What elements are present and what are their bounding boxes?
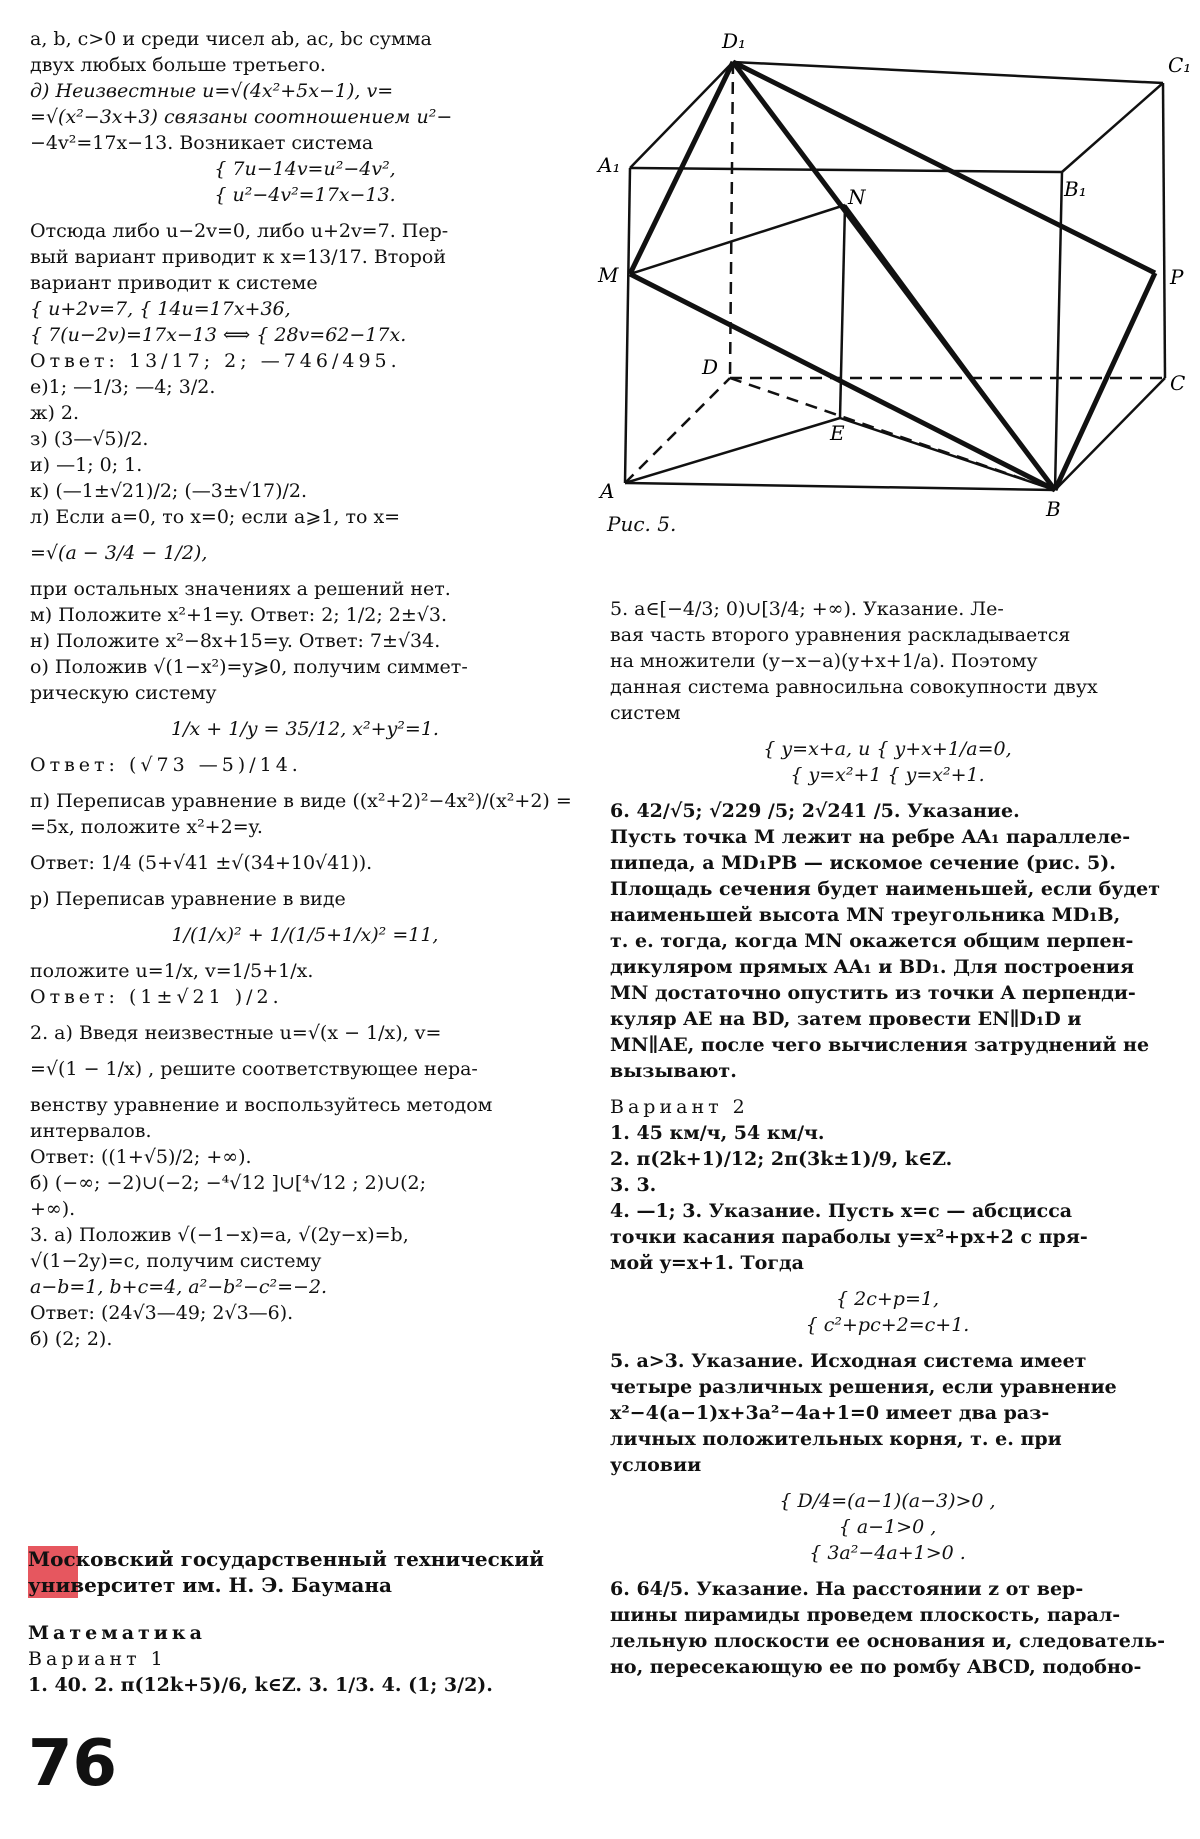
label-B: B xyxy=(1046,497,1061,521)
page-number: 76 xyxy=(28,1727,118,1801)
text-line: a, b, c>0 и среди чисел ab, ac, bc сумма xyxy=(30,28,432,50)
text-line: дикуляром прямых AA₁ и BD₁. Для построения xyxy=(610,956,1135,978)
system-line: { u+2v=7, { 14u=17x+36, xyxy=(30,298,291,320)
text-line: 1. 45 км/ч, 54 км/ч. xyxy=(610,1122,825,1144)
text-line: положите u=1/x, v=1/5+1/x. xyxy=(30,960,314,982)
segment-NE xyxy=(840,205,845,418)
system-line: { c²+pc+2=c+1. xyxy=(805,1314,970,1336)
edge-BC xyxy=(1055,378,1165,490)
text-line: на множители (y−x−a)(y+x+1/a). Поэтому xyxy=(610,650,1038,672)
formula-line: 1/(1/x)² + 1/(1/5+1/x)² =11, xyxy=(171,924,439,946)
section-D1P xyxy=(733,62,1155,273)
text-line: √(1−2y)=c, получим систему xyxy=(30,1250,322,1272)
label-D1: D₁ xyxy=(722,29,747,53)
edge-A1D1 xyxy=(630,62,733,168)
segment-MN xyxy=(630,205,845,274)
text-line: з) (3—√5)/2. xyxy=(30,428,149,450)
text-line: Пусть точка M лежит на ребре AA₁ параллеле- xyxy=(610,826,1131,848)
system-line: { y=x+a, и { y+x+1/a=0, xyxy=(763,738,1012,760)
text-line: условии xyxy=(610,1454,702,1476)
text-line: Отсюда либо u−2v=0, либо u+2v=7. Пер- xyxy=(30,220,449,242)
label-A1: A₁ xyxy=(598,153,621,177)
text-line: вариант приводит к системе xyxy=(30,272,318,294)
text-line: MN∥AE, после чего вычисления затруднений не xyxy=(610,1034,1150,1056)
section-PB xyxy=(1055,273,1155,490)
text-line: 6. 42/√5; √229 /5; 2√241 /5. Указание. xyxy=(610,800,1020,822)
text-line: мой y=x+1. Тогда xyxy=(610,1252,804,1274)
text-line: −4v²=17x−13. Возникает система xyxy=(30,132,374,154)
text-line: б) (2; 2). xyxy=(30,1328,113,1350)
text-line: вая часть второго уравнения раскладывается xyxy=(610,624,1071,646)
text-line: ж) 2. xyxy=(30,402,80,424)
text-line: вызывают. xyxy=(610,1060,737,1082)
text-line: 4. —1; 3. Указание. Пусть x=c — абсцисса xyxy=(610,1200,1073,1222)
text-line: но, пересекающую ее по ромбу ABCD, подобно- xyxy=(610,1656,1142,1678)
text-line: п) Переписав уравнение в виде ((x²+2)²−4x²)/(x²+2) = xyxy=(30,790,572,812)
text-line: 6. 64/5. Указание. На расстоянии z от вер- xyxy=(610,1578,1084,1600)
figure-caption: Рис. 5. xyxy=(607,512,677,536)
system-line: { y=x²+1 { y=x²+1. xyxy=(790,764,985,786)
right-column xyxy=(610,596,1165,1680)
institution-line-2: университет им. Н. Э. Баумана xyxy=(28,1573,392,1597)
text-line: при остальных значениях a решений нет. xyxy=(30,578,451,600)
text-line: четыре различных решения, если уравнение xyxy=(610,1376,1117,1398)
institution-line-1: Московский государственный технический xyxy=(28,1547,544,1571)
text-line: к) (—1±√21)/2; (—3±√17)/2. xyxy=(30,480,308,502)
text-line: систем xyxy=(610,702,681,724)
hidden-edge-DD1 xyxy=(730,62,733,378)
text-line: 3. а) Положив √(−1−x)=a, √(2y−x)=b, xyxy=(30,1224,409,1246)
edge-AB xyxy=(625,483,1055,490)
text-line: =5x, положите x²+2=y. xyxy=(30,816,263,838)
text-line: рическую систему xyxy=(30,682,217,704)
text-line: =√(x²−3x+3) связаны соотношением u²− xyxy=(30,106,453,128)
formula-line: 1/x + 1/y = 35/12, x²+y²=1. xyxy=(171,718,439,740)
text-line: венству уравнение и воспользуйтесь методом xyxy=(30,1094,493,1116)
label-E: E xyxy=(830,421,845,445)
text-line: +∞). xyxy=(30,1198,76,1220)
text-line: о) Положив √(1−x²)=y⩾0, получим симмет- xyxy=(30,656,468,678)
text-line: интервалов. xyxy=(30,1120,152,1142)
text-line: a−b=1, b+c=4, a²−b²−c²=−2. xyxy=(30,1276,328,1298)
system-line: { 7(u−2v)=17x−13 ⟺ { 28v=62−17x. xyxy=(30,324,407,346)
text-line: куляр AE на BD, затем провести EN∥D₁D и xyxy=(610,1008,1082,1030)
subject-title: Математика xyxy=(28,1622,206,1644)
label-B1: B₁ xyxy=(1064,177,1087,201)
text-line: 5. a>3. Указание. Исходная система имеет xyxy=(610,1350,1087,1372)
text-line: и) —1; 0; 1. xyxy=(30,454,143,476)
system-line: { a−1>0 , xyxy=(838,1516,937,1538)
text-line: л) Если a=0, то x=0; если a⩾1, то x= xyxy=(30,506,401,528)
subject-block xyxy=(28,1620,588,1698)
text-line: личных положительных корня, т. е. при xyxy=(610,1428,1062,1450)
system-line: { 3a²−4a+1>0 . xyxy=(809,1542,966,1564)
system-line: { 2c+p=1, xyxy=(836,1288,939,1310)
answer-line: Ответ: (1±√21 )/2. xyxy=(30,986,283,1008)
system-line: { 7u−14v=u²−4v², xyxy=(214,158,396,180)
edge-BB1 xyxy=(1055,172,1062,490)
text-line: 3. 3. xyxy=(610,1174,657,1196)
label-A: A xyxy=(600,479,615,503)
label-M: M xyxy=(598,263,619,287)
variant-answers: 1. 40. 2. π(12k+5)/6, k∈Z. 3. 1/3. 4. (1; 3/2). xyxy=(28,1674,493,1696)
label-N: N xyxy=(848,185,866,209)
text-line: т. е. тогда, когда MN окажется общим перпен- xyxy=(610,930,1134,952)
answer-line: Ответ: 1/4 (5+√41 ±√(34+10√41)). xyxy=(30,852,373,874)
formula-line: =√(a − 3/4 − 1/2), xyxy=(30,542,208,564)
edge-A1B1 xyxy=(630,168,1062,172)
label-C1: C₁ xyxy=(1168,53,1192,77)
text-line: данная система равносильна совокупности двух xyxy=(610,676,1098,698)
left-column xyxy=(30,26,580,1352)
answer-line: Ответ: (24√3—49; 2√3—6). xyxy=(30,1302,294,1324)
text-line: вый вариант приводит к x=13/17. Второй xyxy=(30,246,447,268)
label-C: C xyxy=(1170,371,1186,395)
edge-AA1 xyxy=(625,168,630,483)
text-line: д) Неизвестные u=√(4x²+5x−1), v= xyxy=(30,80,394,102)
institution-heading xyxy=(28,1546,578,1598)
answer-line: Ответ: (√73 —5)/14. xyxy=(30,754,302,776)
figure-5-parallelepiped xyxy=(595,20,1200,540)
variant-heading: Вариант 2 xyxy=(610,1096,749,1118)
text-line: Площадь сечения будет наименьшей, если будет xyxy=(610,878,1160,900)
text-line: наименьшей высота MN треугольника MD₁B, xyxy=(610,904,1121,926)
text-line: точки касания параболы y=x²+px+2 с пря- xyxy=(610,1226,1088,1248)
edge-D1C1 xyxy=(733,62,1163,83)
text-line: 2. π(2k+1)/12; 2π(3k±1)/9, k∈Z. xyxy=(610,1148,953,1170)
text-line: x²−4(a−1)x+3a²−4a+1=0 имеет два раз- xyxy=(610,1402,1050,1424)
text-line: =√(1 − 1/x) , решите соответствующее нера- xyxy=(30,1058,478,1080)
text-line: лельную плоскости ее основания и, следователь- xyxy=(610,1630,1165,1652)
answer-line: Ответ: ((1+√5)/2; +∞). xyxy=(30,1146,252,1168)
text-line: двух любых больше третьего. xyxy=(30,54,326,76)
answer-line: Ответ: 13/17; 2; —746/495. xyxy=(30,350,401,372)
system-line: { u²−4v²=17x−13. xyxy=(214,184,396,206)
text-line: б) (−∞; −2)∪(−2; −⁴√12 ]∪[⁴√12 ; 2)∪(2; xyxy=(30,1172,427,1194)
edge-CC1 xyxy=(1163,83,1165,378)
label-P: P xyxy=(1170,265,1184,289)
text-line: 2. а) Введя неизвестные u=√(x − 1/x), v= xyxy=(30,1022,442,1044)
text-line: шины пирамиды проведем плоскость, парал- xyxy=(610,1604,1121,1626)
text-line: 5. a∈[−4/3; 0)∪[3/4; +∞). Указание. Ле- xyxy=(610,598,1004,620)
edge-B1C1 xyxy=(1062,83,1163,172)
text-line: е)1; —1/3; —4; 3/2. xyxy=(30,376,216,398)
text-line: MN достаточно опустить из точки A перпенди- xyxy=(610,982,1136,1004)
label-D: D xyxy=(702,355,719,379)
text-line: н) Положите x²−8x+15=y. Ответ: 7±√34. xyxy=(30,630,441,652)
text-line: р) Переписав уравнение в виде xyxy=(30,888,346,910)
variant-title: Вариант 1 xyxy=(28,1648,167,1670)
text-line: пипеда, а MD₁PB — искомое сечение (рис. 5). xyxy=(610,852,1116,874)
text-line: м) Положите x²+1=y. Ответ: 2; 1/2; 2±√3. xyxy=(30,604,448,626)
system-line: { D/4=(a−1)(a−3)>0 , xyxy=(779,1490,996,1512)
diagonal-D1B xyxy=(733,62,1055,490)
